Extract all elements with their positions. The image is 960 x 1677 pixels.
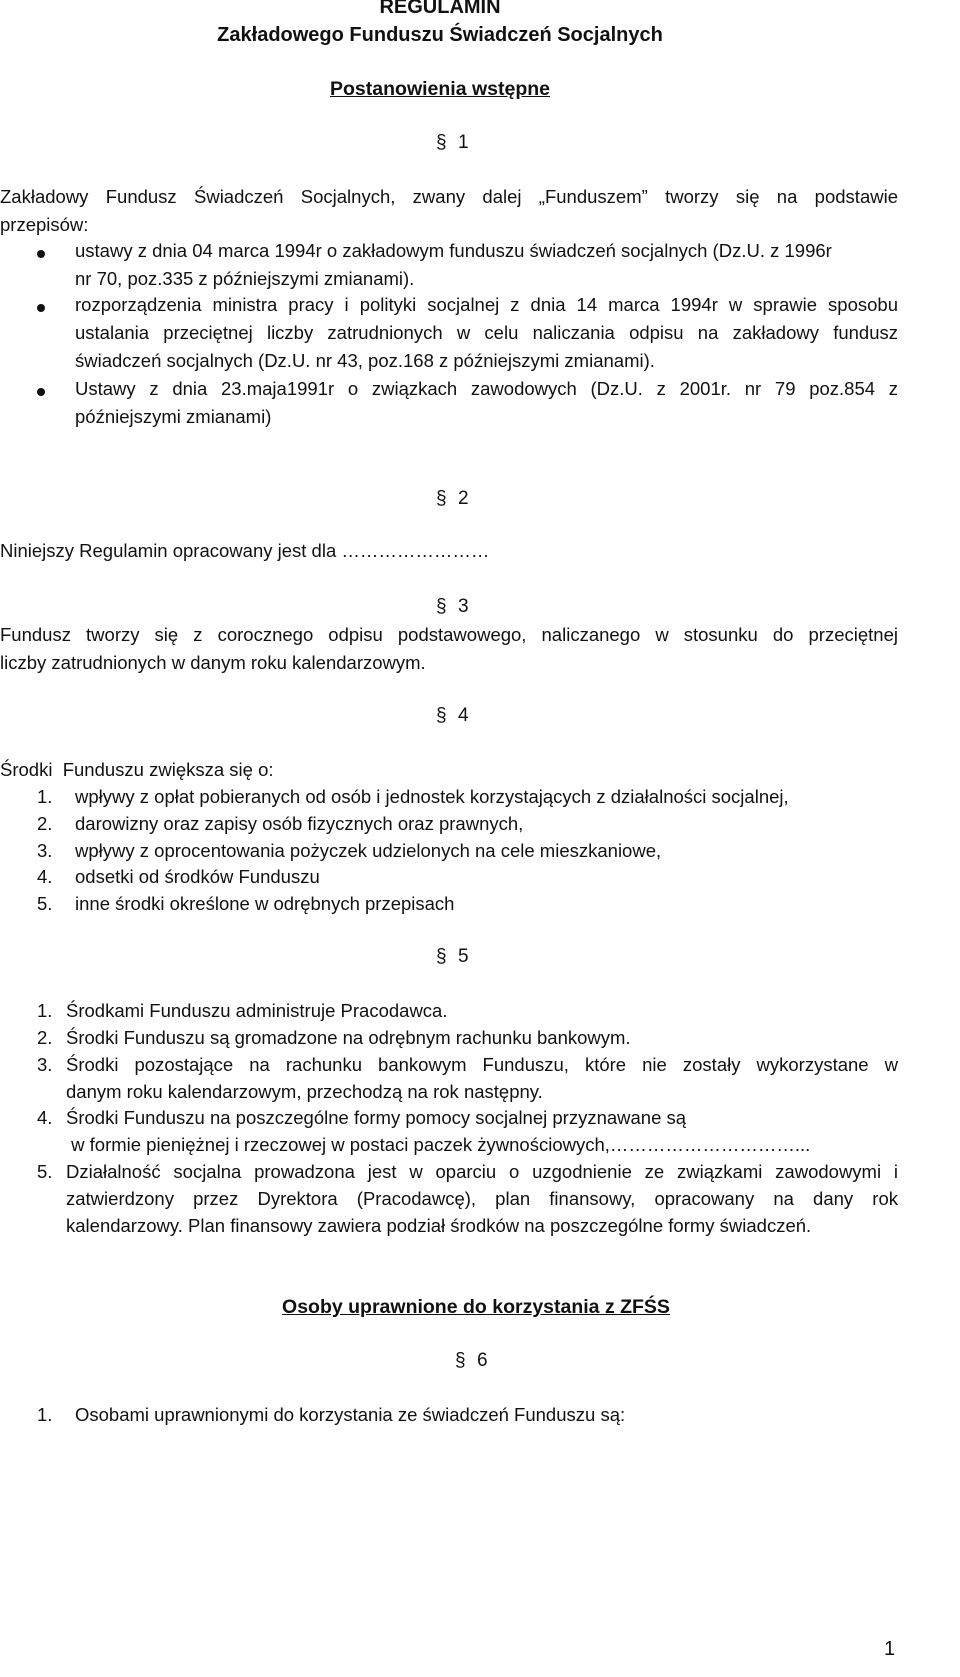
bullet-3-line2: późniejszymi zmianami) [75, 406, 272, 427]
paragraph-number: 6 [477, 1350, 488, 1371]
list-item: Środkami Funduszu administruje Pracodawca. [66, 1000, 448, 1021]
list-item: Środki Funduszu są gromadzone na odrębnym rachunku bankowym. [66, 1027, 631, 1048]
list-number: 1. [37, 786, 53, 807]
paragraph-1-intro-line1: Zakładowy Fundusz Świadczeń Socjalnych, zwany dalej „Funduszem” tworzy się na podstawie [0, 186, 898, 207]
paragraph-number: 3 [458, 596, 469, 617]
bullet-2-line3: świadczeń socjalnych (Dz.U. nr 43, poz.168 z późniejszymi zmianami). [75, 350, 655, 371]
paragraph-number: 4 [458, 705, 469, 726]
list-item-line2: danym roku kalendarzowym, przechodzą na rok następny. [66, 1081, 543, 1102]
section-heading-persons: Osoby uprawnione do korzystania z ZFŚS [282, 1296, 670, 1318]
paragraph-3-line1: Fundusz tworzy się z corocznego odpisu podstawowego, naliczanego w stosunku do przeciętnej [0, 624, 898, 645]
list-number: 2. [37, 813, 53, 834]
list-item: odsetki od środków Funduszu [75, 866, 320, 887]
bullet-dot [37, 304, 45, 312]
list-number: 4. [37, 866, 53, 887]
bullet-1-line1: ustawy z dnia 04 marca 1994r o zakładowym funduszu świadczeń socjalnych (Dz.U. z 1996r [75, 240, 832, 261]
paragraph-5-marker [436, 946, 469, 968]
list-number: 5. [37, 1161, 53, 1182]
list-number: 1. [37, 1404, 53, 1425]
paragraph-number: 2 [458, 488, 469, 509]
bullet-dot [37, 250, 45, 258]
bullet-2-line2: ustalania przeciętnej liczby zatrudnionych w celu naliczania odpisu na zakładowy fundusz [75, 322, 898, 343]
section-symbol: § [436, 488, 447, 509]
paragraph-6-marker [455, 1350, 488, 1372]
paragraph-4-marker [436, 705, 469, 727]
list-item: darowizny oraz zapisy osób fizycznych oraz prawnych, [75, 813, 524, 834]
bullet-1-line2: nr 70, poz.335 z późniejszymi zmianami). [75, 268, 415, 289]
list-item: wpływy z oprocentowania pożyczek udzielonych na cele mieszkaniowe, [75, 840, 662, 861]
list-item: Osobami uprawnionymi do korzystania ze świadczeń Funduszu są: [75, 1404, 626, 1425]
bullet-2-line1: rozporządzenia ministra pracy i polityki socjalnej z dnia 14 marca 1994r w sprawie sposobu [75, 294, 898, 315]
paragraph-3-marker [436, 596, 469, 618]
list-number: 3. [37, 1054, 53, 1075]
page-number: 1 [884, 1638, 896, 1660]
paragraph-number: 1 [458, 132, 469, 153]
list-number: 2. [37, 1027, 53, 1048]
paragraph-2-text: Niniejszy Regulamin opracowany jest dla …………………… [0, 540, 490, 561]
list-item-line2: w formie pieniężnej i rzeczowej w postaci paczek żywnościowych,…………………………... [66, 1134, 811, 1155]
bullet-3-line1: Ustawy z dnia 23.maja1991r o związkach zawodowych (Dz.U. z 2001r. nr 79 poz.854 z [75, 378, 898, 399]
section-symbol: § [436, 596, 447, 617]
paragraph-number: 5 [458, 946, 469, 967]
list-item: wpływy z opłat pobieranych od osób i jednostek korzystających z działalności socjalnej, [75, 786, 789, 807]
section-symbol: § [455, 1350, 466, 1371]
list-item-line1: Działalność socjalna prowadzona jest w oparciu o uzgodnienie ze związkami zawodowymi i [66, 1161, 898, 1182]
bullet-dot [37, 388, 45, 396]
list-number: 5. [37, 893, 53, 914]
list-item: inne środki określone w odrębnych przepisach [75, 893, 455, 914]
list-item-line3: kalendarzowy. Plan finansowy zawiera podział środków na poszczególne formy świadczeń. [66, 1215, 812, 1236]
list-number: 3. [37, 840, 53, 861]
document-subtitle: Zakładowego Funduszu Świadczeń Socjalnych [217, 24, 663, 46]
paragraph-4-intro: Środki Funduszu zwiększa się o: [0, 759, 274, 780]
list-number: 1. [37, 1000, 53, 1021]
section-symbol: § [436, 132, 447, 153]
document-title: REGULAMIN [379, 0, 501, 18]
paragraph-1-marker [436, 132, 469, 154]
section-symbol: § [436, 705, 447, 726]
paragraph-2-marker [436, 488, 469, 510]
list-item-line2: zatwierdzony przez Dyrektora (Pracodawcę), plan finansowy, opracowany na dany rok [66, 1188, 898, 1209]
section-symbol: § [436, 946, 447, 967]
list-number: 4. [37, 1107, 53, 1128]
section-heading-intro: Postanowienia wstępne [330, 78, 550, 100]
list-item-line1: Środki pozostające na rachunku bankowym Funduszu, które nie zostały wykorzystane w [66, 1054, 898, 1075]
paragraph-1-intro-line2: przepisów: [0, 214, 89, 235]
list-item-line1: Środki Funduszu na poszczególne formy pomocy socjalnej przyznawane są [66, 1107, 687, 1128]
paragraph-3-line2: liczby zatrudnionych w danym roku kalendarzowym. [0, 652, 426, 673]
